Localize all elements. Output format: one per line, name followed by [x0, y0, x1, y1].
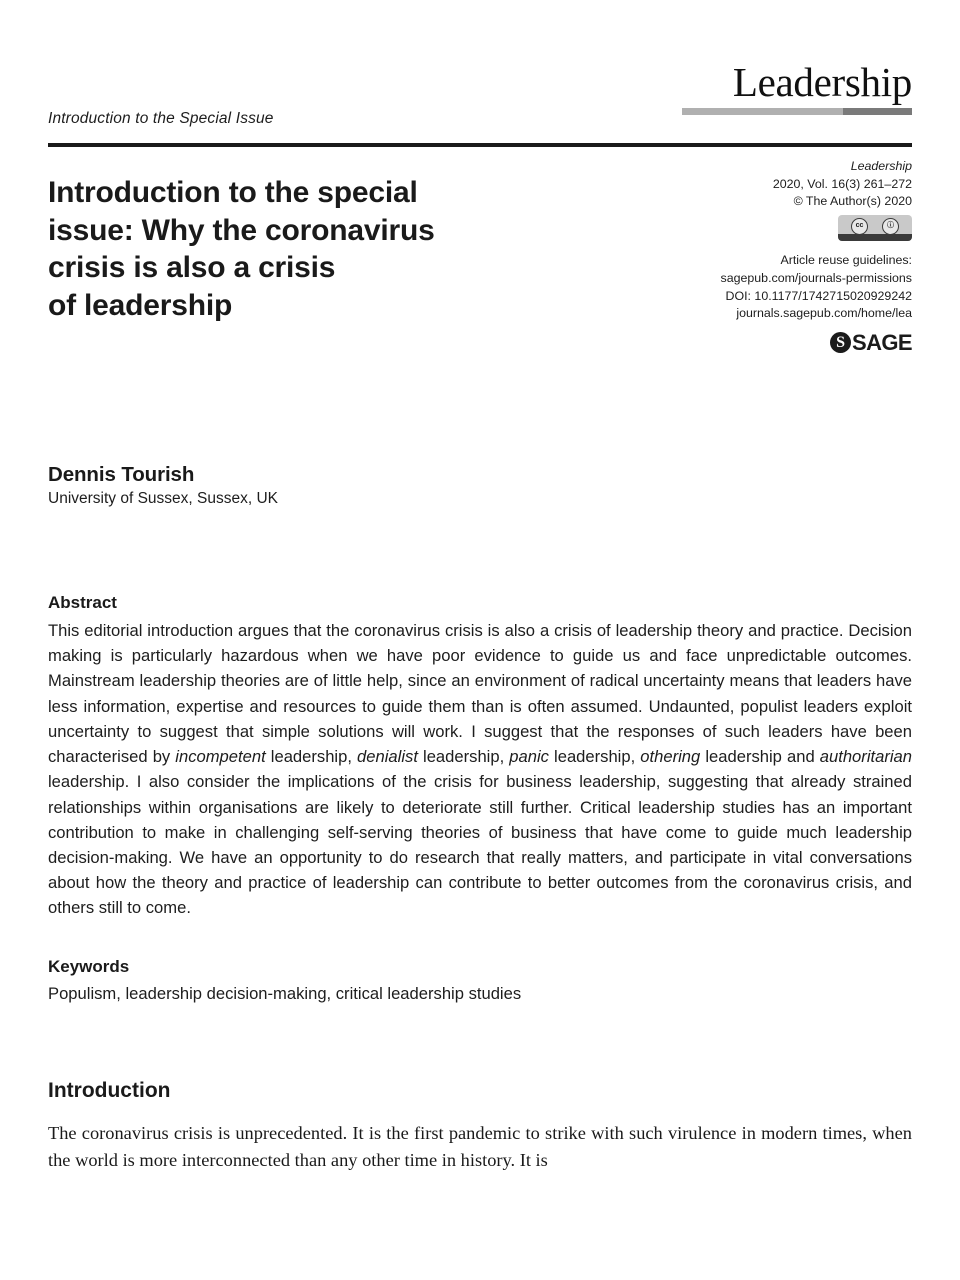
abstract-part-1: This editorial introduction argues that the coronavirus crisis is also a crisis of leadership theory and practice. Decision making is particularly hazardous when we have poor evidence to guide us and face unpredictable outcomes. Mainstream leadership theories are of little help, since an environment of radical uncertainty means that leaders have less information, expertise and resources to guide them than is often assumed. Undaunted, populist leaders exploit uncertainty to suggest that simple solutions will work. I suggest that the responses of such leaders have been characterised by	[48, 621, 912, 767]
creative-commons-badge-icon	[838, 215, 912, 241]
meta-copyright: © The Author(s) 2020	[793, 194, 912, 209]
meta-volume-pages: 2020, Vol. 16(3) 261–272	[772, 176, 912, 191]
abstract-emphasis-3: panic	[509, 747, 549, 767]
author-section	[48, 463, 912, 508]
meta-journal-home-link[interactable]: journals.sagepub.com/home/lea	[736, 306, 912, 321]
publication-metadata	[650, 158, 912, 358]
meta-journal-name: Leadership	[850, 159, 912, 173]
cc-badge-bar	[838, 234, 912, 241]
abstract-emphasis-2: denialist	[357, 747, 418, 767]
keywords-heading: Keywords	[48, 956, 130, 976]
keywords-list: Populism, leadership decision-making, critical leadership studies	[48, 983, 522, 1003]
abstract-part-6: leadership. I also consider the implications of the crisis for business leadership, suggesting that already strained relationships within organisations are likely to deteriorate still further. Critical leadership studies has an important contribution to make in challenging self-serving theories of business that have come to guide much leadership decision-making. We have an opportunity to do research that really matters, and participate in vital conversations about how the theory and practice of leadership can contribute to better outcomes from the coronavirus crisis, and others still to come.	[48, 772, 912, 918]
abstract-emphasis-5: authoritarian	[819, 747, 913, 767]
abstract-part-4: leadership,	[548, 747, 641, 767]
introduction-section	[48, 1079, 912, 1174]
abstract-part-5: leadership and	[700, 747, 820, 767]
sage-wordmark: SAGE	[852, 329, 912, 355]
page-header	[48, 0, 912, 140]
abstract-heading: Abstract	[48, 593, 117, 612]
cc-logo-icon: cc	[851, 218, 868, 235]
journal-title-logo: Leadership	[732, 59, 912, 105]
sage-emblem-icon: S	[830, 332, 851, 353]
title-line-3: crisis is also a crisis	[48, 251, 336, 284]
running-head: Introduction to the Special Issue	[48, 110, 274, 127]
abstract-part-3: leadership,	[417, 747, 510, 767]
abstract-emphasis-4: othering	[640, 747, 701, 767]
journal-masthead	[682, 59, 912, 115]
title-section	[48, 140, 912, 389]
meta-reuse-label: Article reuse guidelines:	[780, 253, 912, 268]
abstract-emphasis-1: incompetent	[175, 747, 266, 767]
abstract-section	[48, 593, 912, 921]
meta-doi[interactable]: DOI: 10.1177/1742715020929242	[725, 288, 912, 303]
meta-permissions-link[interactable]: sagepub.com/journals-permissions	[720, 271, 912, 286]
cc-by-person-icon: ⓘ	[882, 218, 899, 235]
page-title	[48, 174, 608, 324]
author-affiliation: University of Sussex, Sussex, UK	[48, 490, 278, 507]
introduction-body: The coronavirus crisis is unprecedented. It is the first pandemic to strike with such virulence in modern times, when the world is more interconnected than any other time in history. It is	[48, 1122, 912, 1170]
abstract-body	[48, 618, 912, 921]
title-line-4: of leadership	[48, 288, 233, 322]
journal-accent-bar	[682, 108, 912, 115]
title-line-1: Introduction to the special	[48, 176, 418, 209]
keywords-section	[48, 957, 912, 1007]
abstract-part-2: leadership,	[265, 747, 358, 767]
introduction-heading: Introduction	[48, 1078, 171, 1102]
title-line-2: issue: Why the coronavirus	[48, 213, 435, 247]
author-name: Dennis Tourish	[48, 463, 195, 486]
sage-publisher-logo	[830, 327, 912, 358]
